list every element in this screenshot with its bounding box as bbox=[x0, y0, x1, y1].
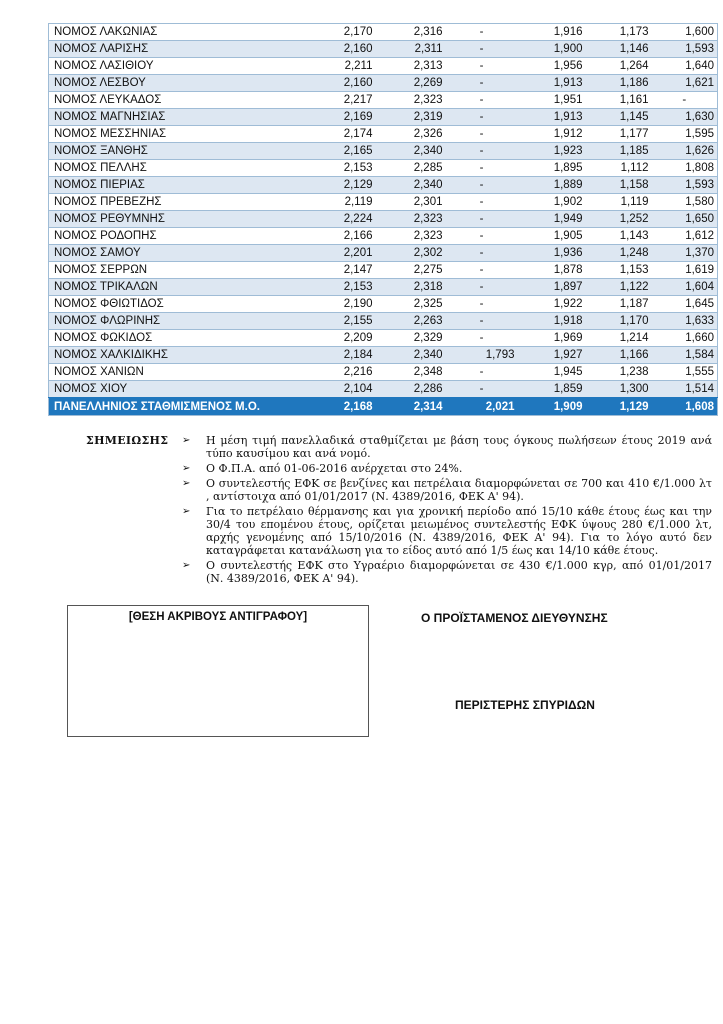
prefecture-name-cell: ΝΟΜΟΣ ΠΕΛΛΗΣ bbox=[49, 160, 304, 177]
price-cell: 2,319 bbox=[376, 109, 446, 126]
prefecture-name-cell: ΝΟΜΟΣ ΦΛΩΡΙΝΗΣ bbox=[49, 313, 304, 330]
table-row bbox=[49, 313, 718, 330]
price-cell: 1,514 bbox=[652, 381, 718, 398]
note-text: Ο Φ.Π.Α. από 01-06-2016 ανέρχεται στο 24%. bbox=[206, 462, 463, 475]
director-title: Ο ΠΡΟΪΣΤΑΜΕΝΟΣ ΔΙΕΥΘΥΝΣΗΣ bbox=[421, 611, 608, 625]
price-cell: 1,645 bbox=[652, 296, 718, 313]
price-cell: 1,922 bbox=[518, 296, 586, 313]
price-cell: 1,945 bbox=[518, 364, 586, 381]
price-cell: 2,326 bbox=[376, 126, 446, 143]
prefecture-name-cell: ΝΟΜΟΣ ΡΕΘΥΜΝΗΣ bbox=[49, 211, 304, 228]
arrow-bullet-icon: ➢ bbox=[182, 478, 191, 489]
price-cell: - bbox=[446, 313, 518, 330]
price-cell: - bbox=[446, 245, 518, 262]
price-cell: - bbox=[446, 24, 518, 41]
price-cell: - bbox=[446, 109, 518, 126]
price-cell: 2,311 bbox=[376, 41, 446, 58]
copy-box-title: [ΘΕΣΗ ΑΚΡΙΒΟΥΣ ΑΝΤΙΓΡΑΦΟΥ] bbox=[128, 611, 308, 623]
price-cell: - bbox=[446, 75, 518, 92]
table-body bbox=[49, 24, 718, 416]
price-cell: 1,248 bbox=[586, 245, 652, 262]
price-cell: 2,302 bbox=[376, 245, 446, 262]
prefecture-name-cell: ΝΟΜΟΣ ΡΟΔΟΠΗΣ bbox=[49, 228, 304, 245]
price-cell: 1,593 bbox=[652, 177, 718, 194]
prefecture-name-cell: ΝΟΜΟΣ ΦΩΚΙΔΟΣ bbox=[49, 330, 304, 347]
price-cell: 1,187 bbox=[586, 296, 652, 313]
price-cell: 1,909 bbox=[518, 398, 586, 416]
price-cell: 1,186 bbox=[586, 75, 652, 92]
prefecture-name-cell: ΝΟΜΟΣ ΛΕΥΚΑΔΟΣ bbox=[49, 92, 304, 109]
price-cell: 1,185 bbox=[586, 143, 652, 160]
price-cell: 1,949 bbox=[518, 211, 586, 228]
prefecture-name-cell: ΝΟΜΟΣ ΛΑΚΩΝΙΑΣ bbox=[49, 24, 304, 41]
price-cell: 1,119 bbox=[586, 194, 652, 211]
price-cell: 1,859 bbox=[518, 381, 586, 398]
price-cell: 1,593 bbox=[652, 41, 718, 58]
table-row bbox=[49, 75, 718, 92]
price-cell: 1,146 bbox=[586, 41, 652, 58]
price-cell: 2,340 bbox=[376, 143, 446, 160]
note-text: Η μέση τιμή πανελλαδικά σταθμίζεται με βάση τους όγκους πωλήσεων έτους 2019 ανά τύπο καυσίμου και ανά νομό. bbox=[206, 434, 712, 460]
price-cell: 1,660 bbox=[652, 330, 718, 347]
notes-label: ΣΗΜΕΙΩΣΗΣ bbox=[86, 434, 169, 447]
note-item bbox=[182, 559, 712, 585]
fuel-price-table bbox=[48, 23, 718, 416]
fuel-price-table-container bbox=[48, 23, 717, 416]
table-row bbox=[49, 211, 718, 228]
price-cell: 2,160 bbox=[304, 41, 376, 58]
price-cell: - bbox=[446, 296, 518, 313]
price-cell: 2,119 bbox=[304, 194, 376, 211]
price-cell: 1,122 bbox=[586, 279, 652, 296]
price-cell: - bbox=[446, 330, 518, 347]
prefecture-name-cell: ΝΟΜΟΣ ΣΕΡΡΩΝ bbox=[49, 262, 304, 279]
table-row bbox=[49, 41, 718, 58]
price-cell: 1,595 bbox=[652, 126, 718, 143]
price-cell: 2,323 bbox=[376, 92, 446, 109]
price-cell: 2,153 bbox=[304, 279, 376, 296]
price-cell: 2,263 bbox=[376, 313, 446, 330]
price-cell: 2,104 bbox=[304, 381, 376, 398]
price-cell: - bbox=[446, 92, 518, 109]
price-cell: 2,329 bbox=[376, 330, 446, 347]
director-name: ΠΕΡΙΣΤΕΡΗΣ ΣΠΥΡΙΔΩΝ bbox=[455, 698, 595, 712]
note-item bbox=[182, 462, 712, 475]
price-cell: 1,650 bbox=[652, 211, 718, 228]
price-cell: 1,300 bbox=[586, 381, 652, 398]
price-cell: 2,323 bbox=[376, 228, 446, 245]
price-cell: 2,174 bbox=[304, 126, 376, 143]
price-cell: - bbox=[446, 364, 518, 381]
price-cell: 1,905 bbox=[518, 228, 586, 245]
price-cell: 1,153 bbox=[586, 262, 652, 279]
price-cell: 2,168 bbox=[304, 398, 376, 416]
table-row bbox=[49, 228, 718, 245]
notes-list bbox=[182, 434, 712, 587]
price-cell: 1,143 bbox=[586, 228, 652, 245]
table-row bbox=[49, 245, 718, 262]
price-cell: 1,897 bbox=[518, 279, 586, 296]
prefecture-name-cell: ΝΟΜΟΣ ΣΑΜΟΥ bbox=[49, 245, 304, 262]
price-cell: 1,900 bbox=[518, 41, 586, 58]
price-cell: 2,286 bbox=[376, 381, 446, 398]
prefecture-name-cell: ΝΟΜΟΣ ΠΡΕΒΕΖΗΣ bbox=[49, 194, 304, 211]
price-cell: 1,129 bbox=[586, 398, 652, 416]
price-cell: 2,170 bbox=[304, 24, 376, 41]
price-cell: - bbox=[446, 381, 518, 398]
price-cell: 1,640 bbox=[652, 58, 718, 75]
price-cell: 1,161 bbox=[586, 92, 652, 109]
price-cell: 2,129 bbox=[304, 177, 376, 194]
exact-copy-stamp-box bbox=[67, 605, 369, 737]
price-cell: - bbox=[446, 262, 518, 279]
price-cell: 2,153 bbox=[304, 160, 376, 177]
prefecture-name-cell: ΝΟΜΟΣ ΤΡΙΚΑΛΩΝ bbox=[49, 279, 304, 296]
price-cell: 1,238 bbox=[586, 364, 652, 381]
price-cell: 1,808 bbox=[652, 160, 718, 177]
prefecture-name-cell: ΝΟΜΟΣ ΧΙΟΥ bbox=[49, 381, 304, 398]
price-cell: 1,626 bbox=[652, 143, 718, 160]
prefecture-name-cell: ΝΟΜΟΣ ΛΑΡΙΣΗΣ bbox=[49, 41, 304, 58]
table-row bbox=[49, 92, 718, 109]
prefecture-name-cell: ΝΟΜΟΣ ΦΘΙΩΤΙΔΟΣ bbox=[49, 296, 304, 313]
price-cell: 1,916 bbox=[518, 24, 586, 41]
price-cell: 1,580 bbox=[652, 194, 718, 211]
price-cell: - bbox=[652, 92, 718, 109]
price-cell: - bbox=[446, 143, 518, 160]
price-cell: 1,600 bbox=[652, 24, 718, 41]
price-cell: 2,147 bbox=[304, 262, 376, 279]
price-cell: 1,608 bbox=[652, 398, 718, 416]
price-cell: 1,173 bbox=[586, 24, 652, 41]
price-cell: 1,158 bbox=[586, 177, 652, 194]
price-cell: 2,166 bbox=[304, 228, 376, 245]
price-cell: - bbox=[446, 126, 518, 143]
prefecture-name-cell: ΝΟΜΟΣ ΧΑΝΙΩΝ bbox=[49, 364, 304, 381]
price-cell: 2,224 bbox=[304, 211, 376, 228]
price-cell: 1,793 bbox=[446, 347, 518, 364]
price-cell: 1,170 bbox=[586, 313, 652, 330]
table-row bbox=[49, 296, 718, 313]
prefecture-name-cell: ΝΟΜΟΣ ΛΕΣΒΟΥ bbox=[49, 75, 304, 92]
prefecture-name-cell: ΝΟΜΟΣ ΧΑΛΚΙΔΙΚΗΣ bbox=[49, 347, 304, 364]
price-cell: 1,584 bbox=[652, 347, 718, 364]
price-cell: 2,190 bbox=[304, 296, 376, 313]
prefecture-name-cell: ΝΟΜΟΣ ΛΑΣΙΘΙΟΥ bbox=[49, 58, 304, 75]
price-cell: 1,370 bbox=[652, 245, 718, 262]
price-cell: 2,165 bbox=[304, 143, 376, 160]
price-cell: - bbox=[446, 41, 518, 58]
price-cell: 1,936 bbox=[518, 245, 586, 262]
price-cell: 1,630 bbox=[652, 109, 718, 126]
note-item bbox=[182, 477, 712, 503]
price-cell: 1,956 bbox=[518, 58, 586, 75]
prefecture-name-cell: ΠΑΝΕΛΛΗΝΙΟΣ ΣΤΑΘΜΙΣΜΕΝΟΣ Μ.Ο. bbox=[49, 398, 304, 416]
price-cell: - bbox=[446, 279, 518, 296]
table-row bbox=[49, 381, 718, 398]
price-cell: - bbox=[446, 194, 518, 211]
table-row bbox=[49, 279, 718, 296]
note-text: Ο συντελεστής ΕΦΚ σε βενζίνες και πετρέλαια διαμορφώνεται σε 700 και 410 €/1.000 λτ , αντίστοιχα από 01/01/2017 (Ν. 4389/2016, ΦΕΚ Α' 94). bbox=[206, 477, 712, 503]
table-row bbox=[49, 160, 718, 177]
table-row bbox=[49, 58, 718, 75]
price-cell: 1,913 bbox=[518, 109, 586, 126]
prefecture-name-cell: ΝΟΜΟΣ ΜΑΓΝΗΣΙΑΣ bbox=[49, 109, 304, 126]
price-cell: 2,209 bbox=[304, 330, 376, 347]
price-cell: 1,878 bbox=[518, 262, 586, 279]
price-cell: 1,145 bbox=[586, 109, 652, 126]
price-cell: 2,184 bbox=[304, 347, 376, 364]
price-cell: - bbox=[446, 160, 518, 177]
price-cell: 2,325 bbox=[376, 296, 446, 313]
price-cell: 2,217 bbox=[304, 92, 376, 109]
price-cell: 1,951 bbox=[518, 92, 586, 109]
price-cell: 2,169 bbox=[304, 109, 376, 126]
note-text: Για το πετρέλαιο θέρμανσης και για χρονική περίοδο από 15/10 κάθε έτους έως και την 30/4 του επομένου έτους, ορίζεται μειωμένος συντελεστής ΕΦΚ ύψους 280 €/1.000 λτ, αρχής γενομένης από 15/10/2016 (Ν. 4389/2016, ΦΕΚ Α' 94). Για το λόγο αυτό δεν καταγράφεται κατανάλωση για το είδος αυτό από 1/5 έως και 14/10 κάθε έτους. bbox=[206, 505, 712, 557]
price-cell: 2,201 bbox=[304, 245, 376, 262]
price-cell: 2,269 bbox=[376, 75, 446, 92]
price-cell: 1,264 bbox=[586, 58, 652, 75]
price-cell: 2,285 bbox=[376, 160, 446, 177]
price-cell: 1,969 bbox=[518, 330, 586, 347]
price-cell: 1,619 bbox=[652, 262, 718, 279]
table-row bbox=[49, 177, 718, 194]
price-cell: 2,211 bbox=[304, 58, 376, 75]
price-cell: 1,166 bbox=[586, 347, 652, 364]
price-cell: 2,314 bbox=[376, 398, 446, 416]
price-cell: 1,912 bbox=[518, 126, 586, 143]
price-cell: 2,155 bbox=[304, 313, 376, 330]
price-cell: 2,301 bbox=[376, 194, 446, 211]
price-cell: 1,902 bbox=[518, 194, 586, 211]
price-cell: - bbox=[446, 177, 518, 194]
price-cell: 1,621 bbox=[652, 75, 718, 92]
price-cell: - bbox=[446, 211, 518, 228]
price-cell: 1,612 bbox=[652, 228, 718, 245]
price-cell: 1,555 bbox=[652, 364, 718, 381]
table-row bbox=[49, 347, 718, 364]
price-cell: 1,918 bbox=[518, 313, 586, 330]
price-cell: 1,889 bbox=[518, 177, 586, 194]
price-cell: 1,923 bbox=[518, 143, 586, 160]
price-cell: 1,913 bbox=[518, 75, 586, 92]
price-cell: 2,348 bbox=[376, 364, 446, 381]
price-cell: 2,316 bbox=[376, 24, 446, 41]
table-total-row bbox=[49, 398, 718, 416]
price-cell: 1,895 bbox=[518, 160, 586, 177]
arrow-bullet-icon: ➢ bbox=[182, 506, 191, 517]
note-item bbox=[182, 505, 712, 557]
prefecture-name-cell: ΝΟΜΟΣ ΠΙΕΡΙΑΣ bbox=[49, 177, 304, 194]
price-cell: 2,275 bbox=[376, 262, 446, 279]
price-cell: 1,633 bbox=[652, 313, 718, 330]
price-cell: 1,177 bbox=[586, 126, 652, 143]
arrow-bullet-icon: ➢ bbox=[182, 560, 191, 571]
arrow-bullet-icon: ➢ bbox=[182, 435, 191, 446]
price-cell: 2,216 bbox=[304, 364, 376, 381]
table-row bbox=[49, 194, 718, 211]
price-cell: 2,340 bbox=[376, 177, 446, 194]
price-cell: 1,604 bbox=[652, 279, 718, 296]
note-item bbox=[182, 434, 712, 460]
price-cell: 2,160 bbox=[304, 75, 376, 92]
table-row bbox=[49, 143, 718, 160]
price-cell: 2,313 bbox=[376, 58, 446, 75]
price-cell: 2,021 bbox=[446, 398, 518, 416]
prefecture-name-cell: ΝΟΜΟΣ ΜΕΣΣΗΝΙΑΣ bbox=[49, 126, 304, 143]
price-cell: 1,927 bbox=[518, 347, 586, 364]
price-cell: 1,214 bbox=[586, 330, 652, 347]
table-row bbox=[49, 24, 718, 41]
table-row bbox=[49, 262, 718, 279]
table-row bbox=[49, 364, 718, 381]
arrow-bullet-icon: ➢ bbox=[182, 463, 191, 474]
table-row bbox=[49, 330, 718, 347]
price-cell: - bbox=[446, 58, 518, 75]
price-cell: - bbox=[446, 228, 518, 245]
price-cell: 2,323 bbox=[376, 211, 446, 228]
table-row bbox=[49, 126, 718, 143]
note-text: Ο συντελεστής ΕΦΚ στο Υγραέριο διαμορφώνεται σε 430 €/1.000 κγρ, από 01/01/2017 (Ν. 4389/2016, ΦΕΚ Α' 94). bbox=[206, 559, 712, 585]
prefecture-name-cell: ΝΟΜΟΣ ΞΑΝΘΗΣ bbox=[49, 143, 304, 160]
table-row bbox=[49, 109, 718, 126]
price-cell: 1,252 bbox=[586, 211, 652, 228]
price-cell: 1,112 bbox=[586, 160, 652, 177]
price-cell: 2,318 bbox=[376, 279, 446, 296]
price-cell: 2,340 bbox=[376, 347, 446, 364]
